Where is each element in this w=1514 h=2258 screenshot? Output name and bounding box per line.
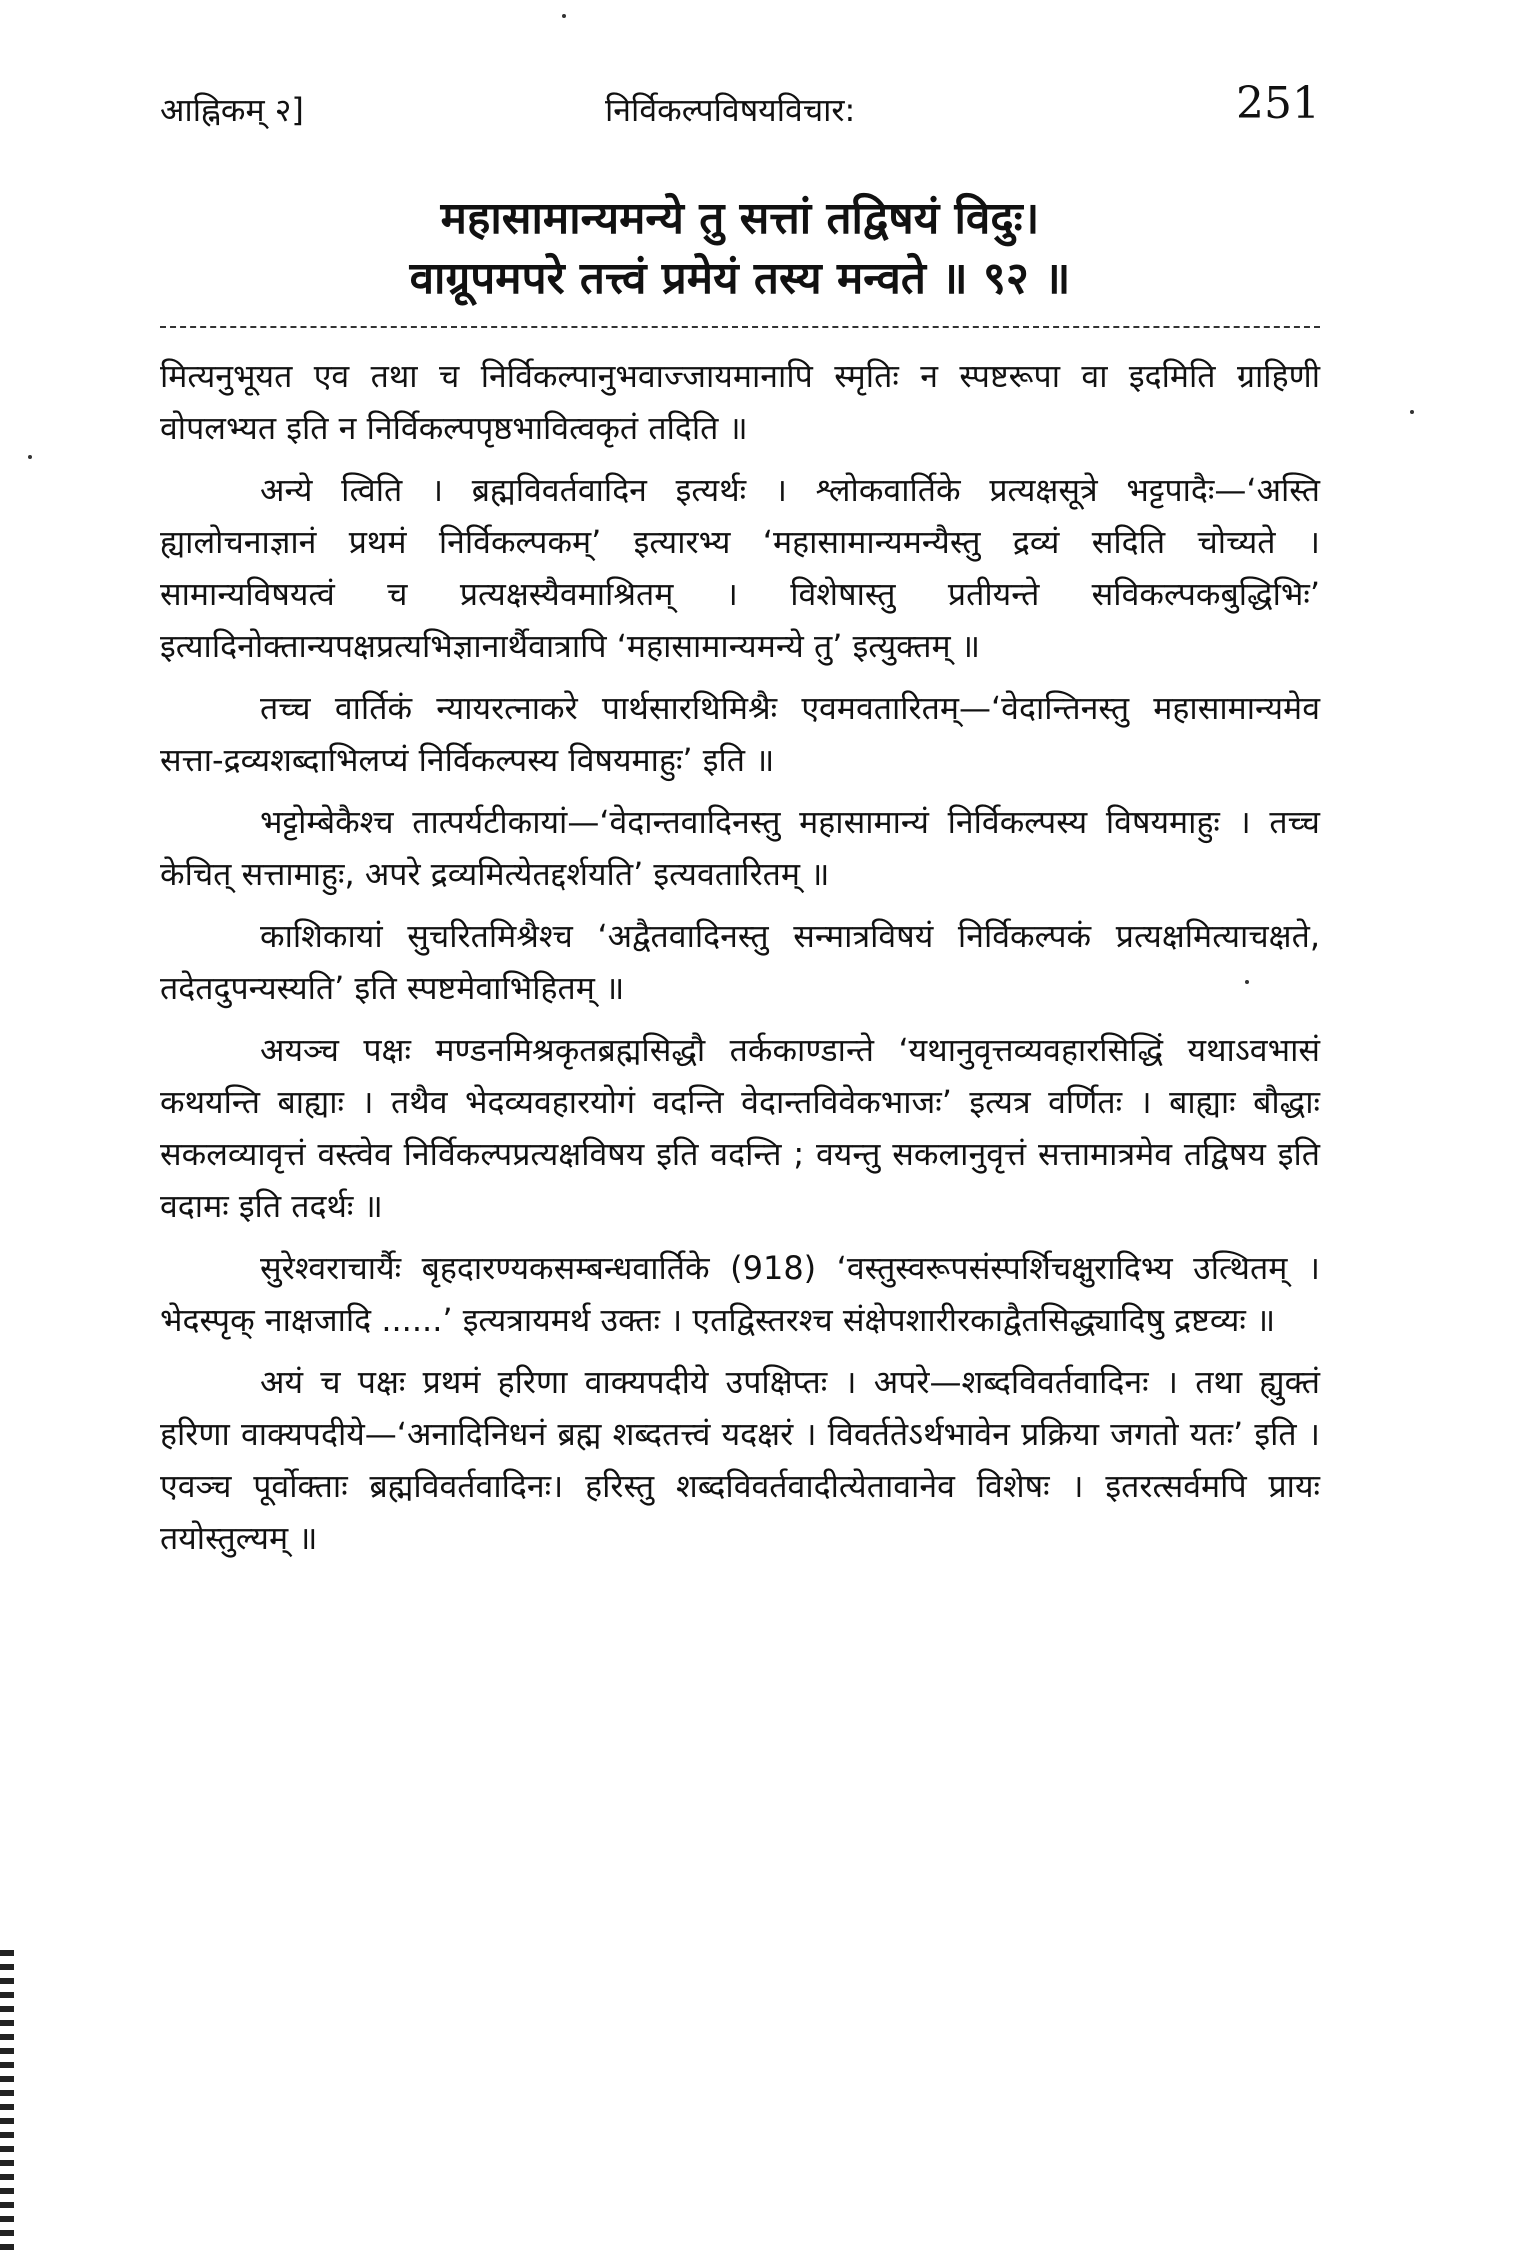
speck: [562, 14, 566, 18]
chapter-label: आह्निकम् २]: [160, 91, 304, 129]
paragraph-3: तच्च वार्तिकं न्यायरत्नाकरे पार्थसारथिमिश्रैः एवमवतारितम्—‘वेदान्तिनस्तु महासामान्यमेव सत्ता-द्रव्यशब्दाभिलप्यं निर्विकल्पस्य विषयमाहुः’ इति ॥: [160, 689, 1320, 779]
verse-line-1: महासामान्यमन्ये तु सत्तां तद्विषयं विदुः।: [440, 193, 1040, 244]
speck: [28, 455, 32, 459]
speck: [1410, 410, 1414, 414]
paragraph-7: सुरेश्वराचार्यैः बृहदारण्यकसम्बन्धवार्तिके (918) ‘वस्तुस्वरूपसंस्पर्शिचक्षुरादिभ्य उत्थितम् । भेदस्पृक् नाक्षजादि ......’ इत्यत्रायमर्थ उक्तः । एतद्विस्तरश्च संक्षेपशारीरकाद्वैतसिद्ध्यादिषु द्रष्टव्यः ॥: [160, 1249, 1320, 1339]
scan-edge-mark: [0, 1950, 14, 2250]
verse-line-2: वाग्रूपमपरे तत्त्वं प्रमेयं तस्य मन्वते ॥ ९२ ॥: [409, 253, 1071, 304]
speck: [1245, 980, 1249, 984]
paragraph-2: अन्ये त्विति । ब्रह्मविवर्तवादिन इत्यर्थः । श्लोकवार्तिके प्रत्यक्षसूत्रे भट्टपादैः—‘अस्ति ह्यालोचनाज्ञानं प्रथमं निर्विकल्पकम्’ इत्यारभ्य ‘महासामान्यमन्यैस्तु द्रव्यं सदिति चोच्यते । सामान्यविषयत्वं च प्रत्यक्षस्यैवमाश्रितम् । विशेषास्तु प्रतीयन्ते सविकल्पकबुद्धिभिः’ इत्यादिनोक्तान्यपक्षप्रत्यभिज्ञानार्थैवात्रापि ‘महासामान्यमन्ये तु’ इत्युक्तम् ॥: [160, 471, 1320, 665]
page-number: 251: [1236, 78, 1320, 129]
paragraph-5: काशिकायां सुचरितमिश्रैश्च ‘अद्वैतवादिनस्तु सन्मात्रविषयं निर्विकल्पकं प्रत्यक्षमित्याचक्षते, तदेतदुपन्यस्यति’ इति स्पष्टमेवाभिहितम् ॥: [160, 917, 1320, 1007]
paragraph-1: मित्यनुभूयत एव तथा च निर्विकल्पानुभवाज्जायमानापि स्मृतिः न स्पष्टरूपा वा इदमिति ग्राहिणी वोपलभ्यत इति न निर्विकल्पपृष्ठभावित्वकृतं तदिति ॥: [160, 357, 1320, 447]
section-title: निर्विकल्पविषयविचार:: [605, 91, 856, 129]
paragraph-6: अयञ्च पक्षः मण्डनमिश्रकृतब्रह्मसिद्धौ तर्ककाण्डान्ते ‘यथानुवृत्तव्यवहारसिद्धिं यथाऽवभासं कथयन्ति बाह्याः । तथैव भेदव्यवहारयोगं वदन्ति वेदान्तविवेकभाजः’ इत्यत्र वर्णितः । बाह्याः बौद्धाः सकलव्यावृत्तं वस्त्वेव निर्विकल्पप्रत्यक्षविषय इति वदन्ति ; वयन्तु सकलानुवृत्तं सत्तामात्रमेव तद्विषय इति वदामः इति तदर्थः ॥: [160, 1031, 1320, 1225]
paragraph-4: भट्टोम्बेकैश्च तात्पर्यटीकायां—‘वेदान्तवादिनस्तु महासामान्यं निर्विकल्पस्य विषयमाहुः । तच्च केचित् सत्तामाहुः, अपरे द्रव्यमित्येतद्दर्शयति’ इत्यवतारितम् ॥: [160, 803, 1320, 893]
running-header: [160, 78, 1320, 138]
paragraph-8: अयं च पक्षः प्रथमं हरिणा वाक्यपदीये उपक्षिप्तः । अपरे—शब्दविवर्तवादिनः । तथा ह्युक्तं हरिणा वाक्यपदीये—‘अनादिनिधनं ब्रह्म शब्दतत्त्वं यदक्षरं । विवर्ततेऽर्थभावेन प्रक्रिया जगतो यतः’ इति । एवञ्च पूर्वोक्ताः ब्रह्मविवर्तवादिनः। हरिस्तु शब्दविवर्तवादीत्येतावानेव विशेषः । इतरत्सर्वमपि प्रायः तयोस्तुल्यम् ॥: [160, 1363, 1320, 1557]
commentary-body: [160, 350, 1320, 1574]
separator-rule: [160, 326, 1320, 328]
